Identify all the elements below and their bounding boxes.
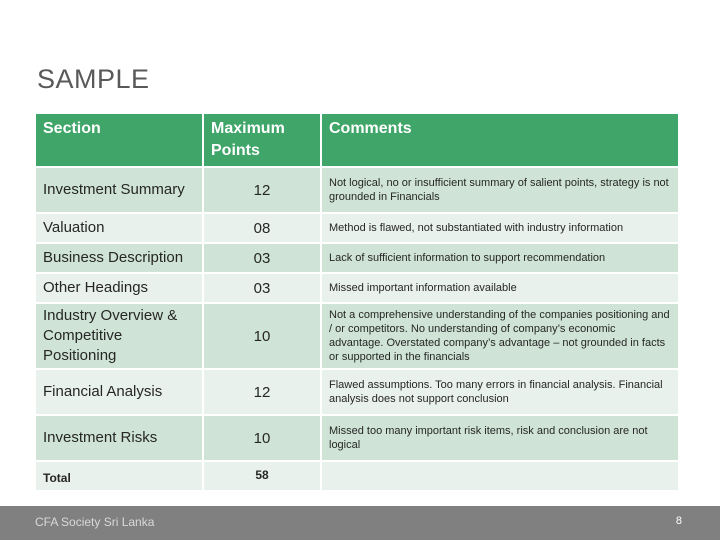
footer-organization: CFA Society Sri Lanka [35, 515, 155, 529]
total-points: 58 [204, 462, 322, 492]
section-cell: Financial Analysis [36, 370, 204, 416]
comment-cell: Missed important information available [322, 274, 678, 304]
comment-cell: Flawed assumptions. Too many errors in financial analysis. Financial analysis does not support conclusion [322, 370, 678, 416]
comment-cell: Missed too many important risk items, risk and conclusion are not logical [322, 416, 678, 462]
total-comment [322, 462, 678, 492]
table-row [36, 416, 678, 462]
table-row [36, 304, 678, 370]
header-maximum-points: Maximum Points [204, 114, 322, 168]
section-cell: Business Description [36, 244, 204, 274]
header-section: Section [36, 114, 204, 168]
footer-bar [0, 506, 720, 540]
points-cell: 03 [204, 274, 322, 304]
page-number: 8 [675, 515, 682, 527]
total-label: Total [36, 462, 204, 492]
scoring-table [36, 114, 678, 492]
table-row [36, 370, 678, 416]
section-cell: Industry Overview & Competitive Positioning [36, 304, 204, 370]
comment-cell: Method is flawed, not substantiated with industry information [322, 214, 678, 244]
table-total-row [36, 462, 678, 492]
points-cell: 10 [204, 304, 322, 370]
section-cell: Valuation [36, 214, 204, 244]
comment-cell: Lack of sufficient information to support recommendation [322, 244, 678, 274]
header-comments: Comments [322, 114, 678, 168]
points-cell: 12 [204, 168, 322, 214]
points-cell: 10 [204, 416, 322, 462]
section-cell: Investment Summary [36, 168, 204, 214]
section-cell: Other Headings [36, 274, 204, 304]
points-cell: 12 [204, 370, 322, 416]
table-row [36, 244, 678, 274]
points-cell: 08 [204, 214, 322, 244]
section-cell: Investment Risks [36, 416, 204, 462]
comment-cell: Not logical, no or insufficient summary of salient points, strategy is not grounded in Financials [322, 168, 678, 214]
table-row [36, 274, 678, 304]
points-cell: 03 [204, 244, 322, 274]
slide-title: SAMPLE [37, 64, 150, 94]
table-row [36, 168, 678, 214]
table-header-row [36, 114, 678, 168]
table-row [36, 214, 678, 244]
comment-cell: Not a comprehensive understanding of the companies positioning and / or competitors. No understanding of company’s economic advantage. Overstated company’s advantage – not grounded in facts or supported in the financials [322, 304, 678, 370]
